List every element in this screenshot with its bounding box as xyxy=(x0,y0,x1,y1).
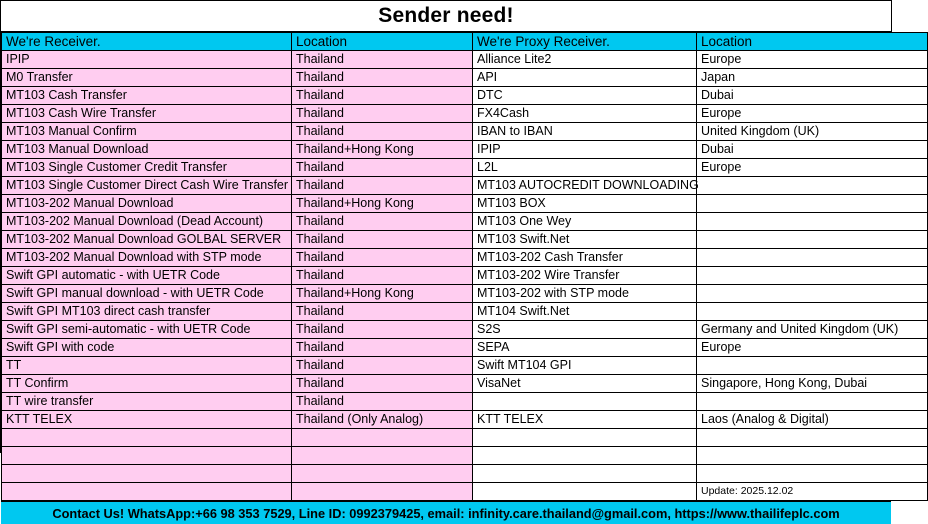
table-row xyxy=(2,249,928,267)
cell-proxy-receiver xyxy=(473,465,697,483)
cell-receiver-location: Thailand xyxy=(292,249,473,267)
cell-receiver-location xyxy=(292,447,473,465)
cell-proxy-receiver: Alliance Lite2 xyxy=(473,51,697,69)
cell-proxy-receiver: IPIP xyxy=(473,141,697,159)
cell-proxy-location xyxy=(697,249,928,267)
cell-receiver xyxy=(2,447,292,465)
cell-receiver: MT103 Cash Wire Transfer xyxy=(2,105,292,123)
table-row xyxy=(2,357,928,375)
cell-receiver-location: Thailand xyxy=(292,393,473,411)
update-label: Update: 2025.12.02 xyxy=(697,483,928,501)
cell-proxy-receiver: MT103 BOX xyxy=(473,195,697,213)
cell-receiver: MT103-202 Manual Download GOLBAL SERVER xyxy=(2,231,292,249)
cell-receiver: KTT TELEX xyxy=(2,411,292,429)
cell-proxy-location xyxy=(697,285,928,303)
cell-receiver: Swift GPI with code xyxy=(2,339,292,357)
cell-proxy-location: United Kingdom (UK) xyxy=(697,123,928,141)
cell-receiver: MT103 Single Customer Credit Transfer xyxy=(2,159,292,177)
cell-proxy-receiver: L2L xyxy=(473,159,697,177)
table-row xyxy=(2,267,928,285)
table-row xyxy=(2,231,928,249)
cell-proxy-receiver: VisaNet xyxy=(473,375,697,393)
cell-proxy-location: Europe xyxy=(697,105,928,123)
cell-proxy-location xyxy=(697,465,928,483)
cell-proxy-location xyxy=(697,429,928,447)
table-row xyxy=(2,87,928,105)
cell-proxy-receiver: S2S xyxy=(473,321,697,339)
cell-proxy-location: Germany and United Kingdom (UK) xyxy=(697,321,928,339)
table-row xyxy=(2,303,928,321)
cell-proxy-receiver: KTT TELEX xyxy=(473,411,697,429)
document-title-bar xyxy=(1,1,891,32)
cell-receiver-location: Thailand+Hong Kong xyxy=(292,285,473,303)
cell-proxy-location xyxy=(697,357,928,375)
table-row xyxy=(2,285,928,303)
cell-proxy-location xyxy=(697,303,928,321)
contact-footer-text: Contact Us! WhatsApp:+66 98 353 7529, Line ID: 0992379425, email: infinity.care.thailand@gmail.com, https://www.thailifeplc.com xyxy=(52,505,840,521)
cell-receiver-location xyxy=(292,465,473,483)
table-row xyxy=(2,447,928,465)
cell-proxy-receiver: IBAN to IBAN xyxy=(473,123,697,141)
cell-proxy-location xyxy=(697,447,928,465)
cell-proxy-location: Singapore, Hong Kong, Dubai xyxy=(697,375,928,393)
services-table xyxy=(1,32,928,501)
cell-receiver-location xyxy=(292,429,473,447)
cell-receiver-location: Thailand+Hong Kong xyxy=(292,195,473,213)
cell-proxy-receiver: MT103 One Wey xyxy=(473,213,697,231)
cell-receiver-location: Thailand xyxy=(292,375,473,393)
cell-receiver xyxy=(2,429,292,447)
cell-receiver: MT103 Cash Transfer xyxy=(2,87,292,105)
cell-receiver-location: Thailand xyxy=(292,357,473,375)
cell-receiver: MT103-202 Manual Download with STP mode xyxy=(2,249,292,267)
cell-receiver: Swift GPI semi-automatic - with UETR Code xyxy=(2,321,292,339)
cell-receiver: TT xyxy=(2,357,292,375)
table-row xyxy=(2,69,928,87)
cell-receiver-location: Thailand xyxy=(292,159,473,177)
table-row xyxy=(2,321,928,339)
cell-receiver xyxy=(2,483,292,501)
column-header-receiver: We're Receiver. xyxy=(2,33,292,51)
cell-receiver-location: Thailand xyxy=(292,267,473,285)
table-row xyxy=(2,393,928,411)
cell-receiver-location: Thailand xyxy=(292,213,473,231)
table-row xyxy=(2,411,928,429)
cell-receiver-location: Thailand (Only Analog) xyxy=(292,411,473,429)
cell-receiver: MT103 Single Customer Direct Cash Wire Transfer xyxy=(2,177,292,195)
column-header-receiver-location: Location xyxy=(292,33,473,51)
table-row xyxy=(2,339,928,357)
cell-proxy-receiver: MT103-202 with STP mode xyxy=(473,285,697,303)
cell-receiver: MT103-202 Manual Download (Dead Account) xyxy=(2,213,292,231)
cell-receiver: Swift GPI automatic - with UETR Code xyxy=(2,267,292,285)
cell-receiver: TT Confirm xyxy=(2,375,292,393)
cell-proxy-receiver xyxy=(473,483,697,501)
cell-proxy-receiver xyxy=(473,393,697,411)
cell-proxy-receiver: DTC xyxy=(473,87,697,105)
cell-proxy-receiver xyxy=(473,429,697,447)
cell-proxy-location: Laos (Analog & Digital) xyxy=(697,411,928,429)
table-row xyxy=(2,429,928,447)
cell-receiver: MT103 Manual Download xyxy=(2,141,292,159)
cell-receiver-location: Thailand xyxy=(292,339,473,357)
cell-receiver-location: Thailand xyxy=(292,303,473,321)
cell-proxy-location xyxy=(697,231,928,249)
cell-proxy-location: Dubai xyxy=(697,141,928,159)
cell-receiver: MT103 Manual Confirm xyxy=(2,123,292,141)
cell-proxy-receiver: FX4Cash xyxy=(473,105,697,123)
cell-receiver-location: Thailand xyxy=(292,177,473,195)
column-header-proxy-location: Location xyxy=(697,33,928,51)
table-row xyxy=(2,51,928,69)
table-row xyxy=(2,375,928,393)
cell-proxy-receiver: SEPA xyxy=(473,339,697,357)
cell-receiver-location: Thailand xyxy=(292,51,473,69)
contact-footer xyxy=(1,501,891,524)
table-row xyxy=(2,195,928,213)
table-body xyxy=(2,51,928,501)
cell-proxy-receiver: MT103-202 Wire Transfer xyxy=(473,267,697,285)
page-title: Sender need! xyxy=(378,4,514,27)
cell-receiver: MT103-202 Manual Download xyxy=(2,195,292,213)
table-row xyxy=(2,177,928,195)
cell-receiver-location: Thailand xyxy=(292,231,473,249)
cell-proxy-receiver: MT103 AUTOCREDIT DOWNLOADING xyxy=(473,177,697,195)
table-row xyxy=(2,141,928,159)
cell-receiver-location: Thailand xyxy=(292,105,473,123)
table-row xyxy=(2,483,928,501)
cell-proxy-location: Europe xyxy=(697,339,928,357)
table-row xyxy=(2,123,928,141)
table-row xyxy=(2,159,928,177)
cell-proxy-receiver: API xyxy=(473,69,697,87)
cell-proxy-location: Dubai xyxy=(697,87,928,105)
cell-receiver: IPIP xyxy=(2,51,292,69)
table-header-row xyxy=(2,33,928,51)
cell-receiver xyxy=(2,465,292,483)
cell-proxy-receiver: MT103-202 Cash Transfer xyxy=(473,249,697,267)
cell-proxy-location: Japan xyxy=(697,69,928,87)
cell-receiver: TT wire transfer xyxy=(2,393,292,411)
cell-proxy-location xyxy=(697,393,928,411)
table-header xyxy=(2,33,928,51)
cell-receiver-location: Thailand+Hong Kong xyxy=(292,141,473,159)
cell-receiver-location: Thailand xyxy=(292,69,473,87)
cell-receiver-location: Thailand xyxy=(292,321,473,339)
table-row xyxy=(2,465,928,483)
cell-proxy-location xyxy=(697,177,928,195)
cell-proxy-location: Europe xyxy=(697,51,928,69)
table-row xyxy=(2,213,928,231)
cell-proxy-receiver xyxy=(473,447,697,465)
column-header-proxy-receiver: We're Proxy Receiver. xyxy=(473,33,697,51)
cell-receiver-location: Thailand xyxy=(292,87,473,105)
cell-receiver: M0 Transfer xyxy=(2,69,292,87)
cell-receiver: Swift GPI MT103 direct cash transfer xyxy=(2,303,292,321)
cell-receiver-location xyxy=(292,483,473,501)
cell-proxy-receiver: MT103 Swift.Net xyxy=(473,231,697,249)
cell-proxy-location: Europe xyxy=(697,159,928,177)
cell-proxy-receiver: Swift MT104 GPI xyxy=(473,357,697,375)
cell-proxy-location xyxy=(697,195,928,213)
cell-proxy-location xyxy=(697,267,928,285)
cell-proxy-receiver: MT104 Swift.Net xyxy=(473,303,697,321)
table-row xyxy=(2,105,928,123)
cell-proxy-location xyxy=(697,213,928,231)
cell-receiver-location: Thailand xyxy=(292,123,473,141)
cell-receiver: Swift GPI manual download - with UETR Code xyxy=(2,285,292,303)
